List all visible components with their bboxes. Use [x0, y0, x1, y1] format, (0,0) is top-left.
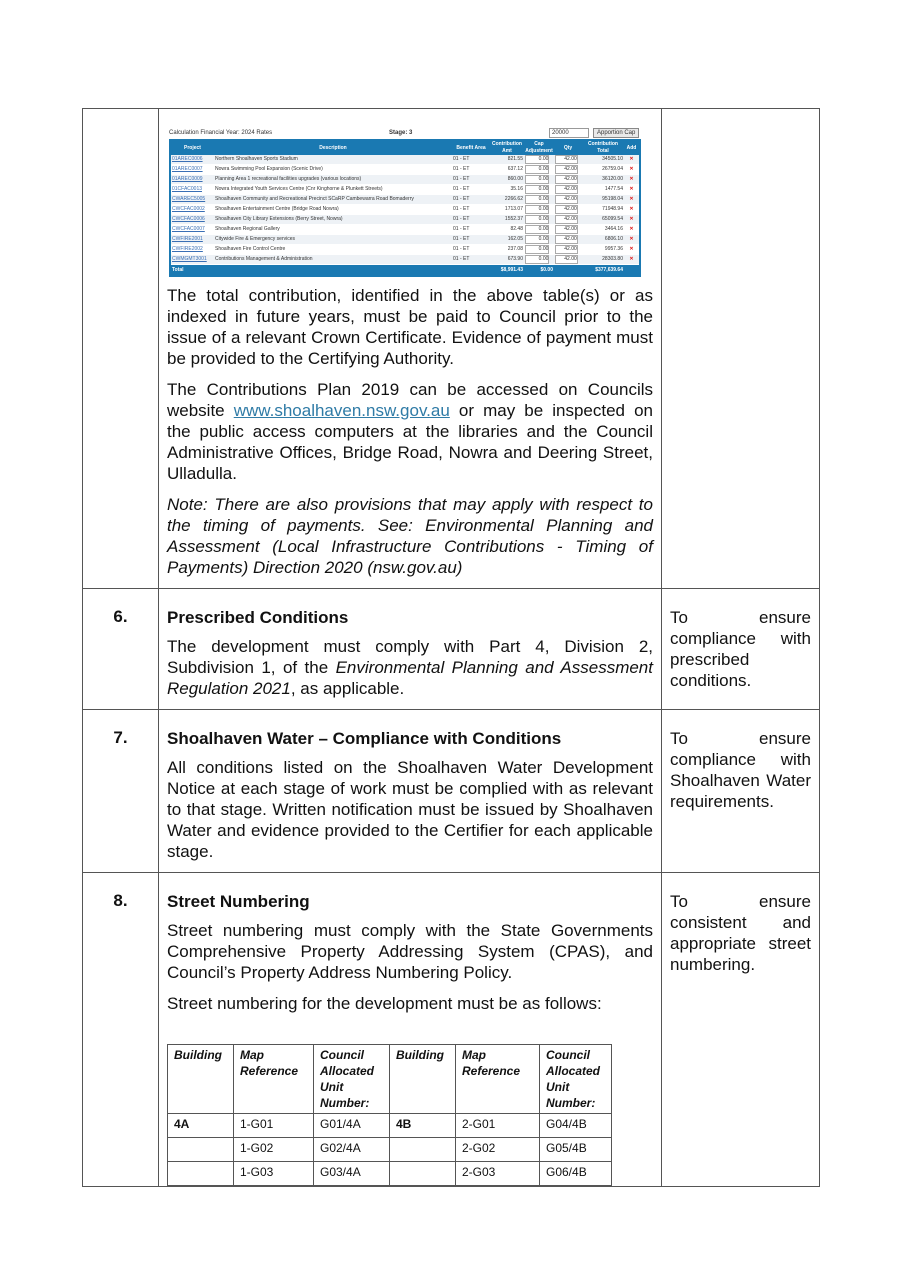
contribution-total: 9957.36	[582, 245, 624, 255]
condition-reason-cell	[662, 109, 820, 589]
condition-content-cell	[159, 109, 662, 589]
contribution-row	[170, 185, 640, 195]
condition-reason: To ensure compliance with Shoalhaven Water requirements.	[662, 710, 820, 873]
cap-adjustment-cell	[524, 245, 554, 255]
qty-input[interactable]: 42.00	[555, 215, 578, 224]
qty-cell	[554, 165, 582, 175]
condition-content-cell	[159, 589, 662, 710]
condition-text	[167, 636, 653, 699]
benefit-area: 01 - ET	[452, 155, 490, 165]
table-cell: G04/4B	[540, 1114, 612, 1138]
qty-cell	[554, 175, 582, 185]
project-description: Contributions Management & Administration	[214, 255, 452, 265]
project-code-link[interactable]: CWFIRE2002	[170, 245, 214, 255]
condition-text-a: The development must comply with Part 4, Division 2, Subdivision 1, of the	[167, 637, 653, 677]
condition-content-cell	[159, 710, 662, 873]
total-label: Total	[170, 265, 214, 277]
condition-title: Street Numbering	[167, 892, 310, 911]
column-header: Map Reference	[234, 1045, 314, 1114]
contribution-total: 65099.54	[582, 215, 624, 225]
benefit-area: 01 - ET	[452, 195, 490, 205]
contribution-row	[170, 195, 640, 205]
condition-title: Prescribed Conditions	[167, 608, 349, 627]
remove-icon[interactable]: ✕	[624, 195, 640, 205]
table-cell: 4A	[168, 1114, 234, 1138]
qty-input[interactable]: 42.00	[555, 185, 578, 194]
cap-adjustment-input[interactable]: 0.00	[525, 215, 549, 224]
benefit-area: 01 - ET	[452, 245, 490, 255]
contribution-amount: 35.16	[490, 185, 524, 195]
contribution-row	[170, 235, 640, 245]
contributions-row	[83, 109, 820, 589]
contributions-calculator	[169, 127, 643, 277]
column-header: Cap Adjustment	[525, 141, 553, 154]
cap-adjustment-input[interactable]: 0.00	[525, 225, 549, 234]
project-description: Shoalhaven Regional Gallery	[214, 225, 452, 235]
benefit-area: 01 - ET	[452, 215, 490, 225]
total-sum: $377,639.64	[582, 265, 624, 277]
table-cell	[168, 1162, 234, 1186]
calc-stage-label: Stage: 3	[389, 130, 413, 136]
remove-icon[interactable]: ✕	[624, 235, 640, 245]
table-cell: G03/4A	[314, 1162, 390, 1186]
contribution-total: 3464.16	[582, 225, 624, 235]
qty-input[interactable]: 42.00	[555, 195, 578, 204]
cap-adjustment-cell	[524, 175, 554, 185]
contribution-amount: 673.90	[490, 255, 524, 265]
cap-adjustment-input[interactable]: 0.00	[525, 255, 549, 264]
qty-input[interactable]: 42.00	[555, 235, 578, 244]
condition-text: Street numbering must comply with the State Governments Comprehensive Property Addressing System (CPAS), and Council’s Property Address Numbering Policy.	[167, 921, 653, 982]
benefit-area: 01 - ET	[452, 255, 490, 265]
table-row	[168, 1162, 612, 1186]
project-code-link[interactable]: 01AREC0006	[170, 155, 214, 165]
condition-title: Shoalhaven Water – Compliance with Conditions	[167, 729, 562, 748]
condition-row-6	[83, 589, 820, 710]
project-description: Citywide Fire & Emergency services	[214, 235, 452, 245]
plan-access-text-b: or may be inspected on the public access computers at the libraries and the Council Administrative Offices, Bridge Road, Nowra and Deering Street, Ulladulla.	[167, 401, 653, 483]
cap-adjustment-cell	[524, 155, 554, 165]
table-cell: G06/4B	[540, 1162, 612, 1186]
contribution-total: 95198.04	[582, 195, 624, 205]
cap-adjustment-input[interactable]: 0.00	[525, 175, 549, 184]
table-cell: 4B	[390, 1114, 456, 1138]
contribution-row	[170, 165, 640, 175]
condition-number: 6.	[83, 589, 159, 710]
cap-adjustment-cell	[524, 185, 554, 195]
column-header: Contribution Total	[582, 140, 624, 155]
benefit-area: 01 - ET	[452, 205, 490, 215]
qty-input[interactable]: 42.00	[555, 245, 578, 254]
column-header: Add	[624, 140, 640, 155]
project-description: Shoalhaven City Library Extensions (Berry Street, Nowra)	[214, 215, 452, 225]
table-cell	[390, 1138, 456, 1162]
cap-adjustment-input[interactable]: 0.00	[525, 205, 549, 214]
condition-text: Street numbering for the development must be as follows:	[167, 994, 602, 1013]
condition-row-8	[83, 873, 820, 1187]
project-code-link[interactable]: 01AREC0007	[170, 165, 214, 175]
condition-text: All conditions listed on the Shoalhaven Water Development Notice at each stage of work must be complied with as relevant to that stage. Written notification must be issued by Shoalhaven Water and evidence provided to the Certifier for each applicable stage.	[167, 758, 653, 861]
project-code-link[interactable]: 01CFAC0013	[170, 185, 214, 195]
table-cell	[390, 1162, 456, 1186]
qty-cell	[554, 255, 582, 265]
project-description: Nowra Integrated Youth Services Centre (Cnr Kinghorne & Plunkett Streets)	[214, 185, 452, 195]
contribution-total: 71948.94	[582, 205, 624, 215]
conditions-table	[82, 108, 820, 1187]
condition-content-cell	[159, 873, 662, 1187]
project-description: Shoalhaven Fire Control Centre	[214, 245, 452, 255]
total-amount: $8,991.43	[490, 265, 524, 277]
table-row	[168, 1114, 612, 1138]
street-numbering-table	[167, 1044, 612, 1186]
project-code-link[interactable]: CWCFAC0007	[170, 225, 214, 235]
contribution-total: 28303.80	[582, 255, 624, 265]
table-cell: 1-G01	[234, 1114, 314, 1138]
contributions-grid	[169, 139, 641, 277]
remove-icon[interactable]: ✕	[624, 245, 640, 255]
contribution-row	[170, 255, 640, 265]
condition-row-7	[83, 710, 820, 873]
contributions-total-row	[170, 265, 640, 277]
cap-adjustment-input[interactable]: 0.00	[525, 155, 549, 164]
qty-input[interactable]: 42.00	[555, 205, 578, 214]
qty-cell	[554, 155, 582, 165]
contribution-row	[170, 225, 640, 235]
qty-input[interactable]: 42.00	[555, 225, 578, 234]
plan-access-text-a: The Contributions Plan 2019 can be accessed on Councils website	[167, 380, 653, 420]
condition-reason: To ensure compliance with prescribed conditions.	[662, 589, 820, 710]
table-cell: 1-G02	[234, 1138, 314, 1162]
contribution-amount: 162.05	[490, 235, 524, 245]
condition-number-cell	[83, 109, 159, 589]
benefit-area: 01 - ET	[452, 225, 490, 235]
column-header: Project	[170, 140, 214, 155]
regulation-name: Environmental Planning and Assessment Regulation 2021	[167, 658, 653, 698]
qty-input[interactable]: 42.00	[555, 175, 578, 184]
benefit-area: 01 - ET	[452, 165, 490, 175]
cap-adjustment-input[interactable]: 0.00	[525, 185, 549, 194]
contribution-total: 34505.10	[582, 155, 624, 165]
table-cell: 1-G03	[234, 1162, 314, 1186]
apportion-cap-button[interactable]: Apportion Cap	[593, 128, 639, 138]
payment-paragraph: The total contribution, identified in the above table(s) or as indexed in future years, must be paid to Council prior to the issue of a relevant Crown Certificate. Evidence of payment must be provided to the Certifying Authority.	[167, 286, 653, 368]
timing-note: Note: There are also provisions that may apply with respect to the timing of payments. See: Environmental Planning and Assessment (Local Infrastructure Contributions - Timing of Payments) Direction 2020 (nsw.gov.au)	[167, 495, 653, 577]
table-cell	[168, 1138, 234, 1162]
contribution-amount: 2266.62	[490, 195, 524, 205]
condition-number: 8.	[83, 873, 159, 1187]
qty-cell	[554, 235, 582, 245]
column-header: Description	[214, 140, 452, 155]
cap-adjustment-cell	[524, 225, 554, 235]
project-code-link[interactable]: CWFIRE2001	[170, 235, 214, 245]
column-header: Council Allocated Unit Number:	[314, 1045, 390, 1114]
cap-adjustment-cell	[524, 215, 554, 225]
cap-adjustment-input[interactable]: 0.00	[525, 245, 549, 254]
calculator-toolbar	[169, 127, 643, 139]
total-cap: $0.00	[524, 265, 554, 277]
cap-adjustment-cell	[524, 235, 554, 245]
column-header: Map Reference	[456, 1045, 540, 1114]
table-cell: G05/4B	[540, 1138, 612, 1162]
contribution-amount: 821.55	[490, 155, 524, 165]
cap-input[interactable]: 20000	[549, 128, 589, 138]
remove-icon[interactable]: ✕	[624, 175, 640, 185]
project-description: Planning Area 1 recreational facilities upgrades (various locations)	[214, 175, 452, 185]
column-header: Benefit Area	[452, 140, 490, 155]
table-cell: 2-G01	[456, 1114, 540, 1138]
project-code-link[interactable]: CWAREC5005	[170, 195, 214, 205]
contribution-total: 6806.10	[582, 235, 624, 245]
project-description: Shoalhaven Entertainment Centre (Bridge Road Nowra)	[214, 205, 452, 215]
contribution-amount: 860.00	[490, 175, 524, 185]
contribution-row	[170, 245, 640, 255]
calc-year-label: Calculation Financial Year: 2024 Rates	[169, 130, 273, 136]
contribution-amount: 237.08	[490, 245, 524, 255]
project-code-link[interactable]: CWCFAC0006	[170, 215, 214, 225]
qty-input[interactable]: 42.00	[555, 165, 578, 174]
remove-icon[interactable]: ✕	[624, 215, 640, 225]
cap-adjustment-cell	[524, 195, 554, 205]
contribution-row	[170, 175, 640, 185]
column-header: Building	[168, 1045, 234, 1114]
remove-icon[interactable]: ✕	[624, 165, 640, 175]
contribution-amount: 1713.07	[490, 205, 524, 215]
qty-cell	[554, 185, 582, 195]
cap-adjustment-cell	[524, 255, 554, 265]
contribution-row	[170, 155, 640, 165]
column-header: Contribution Amt	[492, 141, 522, 154]
cap-adjustment-input[interactable]: 0.00	[525, 195, 549, 204]
table-cell: G02/4A	[314, 1138, 390, 1162]
contribution-total: 26759.04	[582, 165, 624, 175]
qty-input[interactable]: 42.00	[555, 255, 578, 264]
contribution-total: 36120.00	[582, 175, 624, 185]
street-numbering-header	[168, 1045, 612, 1114]
table-row	[168, 1138, 612, 1162]
qty-cell	[554, 245, 582, 255]
table-cell: G01/4A	[314, 1114, 390, 1138]
cap-adjustment-cell	[524, 205, 554, 215]
condition-number: 7.	[83, 710, 159, 873]
project-code-link[interactable]: CWCFAC0002	[170, 205, 214, 215]
contribution-row	[170, 215, 640, 225]
column-header: Qty	[554, 140, 582, 155]
council-website-link[interactable]: www.shoalhaven.nsw.gov.au	[233, 401, 450, 420]
plan-access-paragraph	[167, 379, 653, 484]
qty-cell	[554, 205, 582, 215]
remove-icon[interactable]: ✕	[624, 155, 640, 165]
contribution-amount: 637.12	[490, 165, 524, 175]
cap-adjustment-input[interactable]: 0.00	[525, 235, 549, 244]
contributions-header-row	[170, 140, 640, 155]
project-description: Northern Shoalhaven Sports Stadium	[214, 155, 452, 165]
contribution-row	[170, 205, 640, 215]
benefit-area: 01 - ET	[452, 175, 490, 185]
condition-reason: To ensure consistent and appropriate street numbering.	[662, 873, 820, 1187]
project-code-link[interactable]: CWMGMT3001	[170, 255, 214, 265]
column-header: Council Allocated Unit Number:	[540, 1045, 612, 1114]
contribution-amount: 82.48	[490, 225, 524, 235]
qty-input[interactable]: 42.00	[555, 155, 578, 164]
benefit-area: 01 - ET	[452, 235, 490, 245]
table-cell: 2-G02	[456, 1138, 540, 1162]
qty-cell	[554, 195, 582, 205]
remove-icon[interactable]: ✕	[624, 185, 640, 195]
qty-cell	[554, 215, 582, 225]
column-header: Building	[390, 1045, 456, 1114]
cap-adjustment-cell	[524, 165, 554, 175]
project-description: Nowra Swimming Pool Expansion (Scenic Drive)	[214, 165, 452, 175]
remove-icon[interactable]: ✕	[624, 205, 640, 215]
benefit-area: 01 - ET	[452, 185, 490, 195]
table-cell: 2-G03	[456, 1162, 540, 1186]
qty-cell	[554, 225, 582, 235]
condition-text-b: , as applicable.	[290, 679, 405, 698]
project-code-link[interactable]: 01AREC0009	[170, 175, 214, 185]
project-description: Shoalhaven Community and Recreational Precinct SCaRP Cambewarra Road Bomaderry	[214, 195, 452, 205]
contribution-total: 1477.54	[582, 185, 624, 195]
remove-icon[interactable]: ✕	[624, 225, 640, 235]
contribution-amount: 1552.37	[490, 215, 524, 225]
cap-adjustment-input[interactable]: 0.00	[525, 165, 549, 174]
remove-icon[interactable]: ✕	[624, 255, 640, 265]
